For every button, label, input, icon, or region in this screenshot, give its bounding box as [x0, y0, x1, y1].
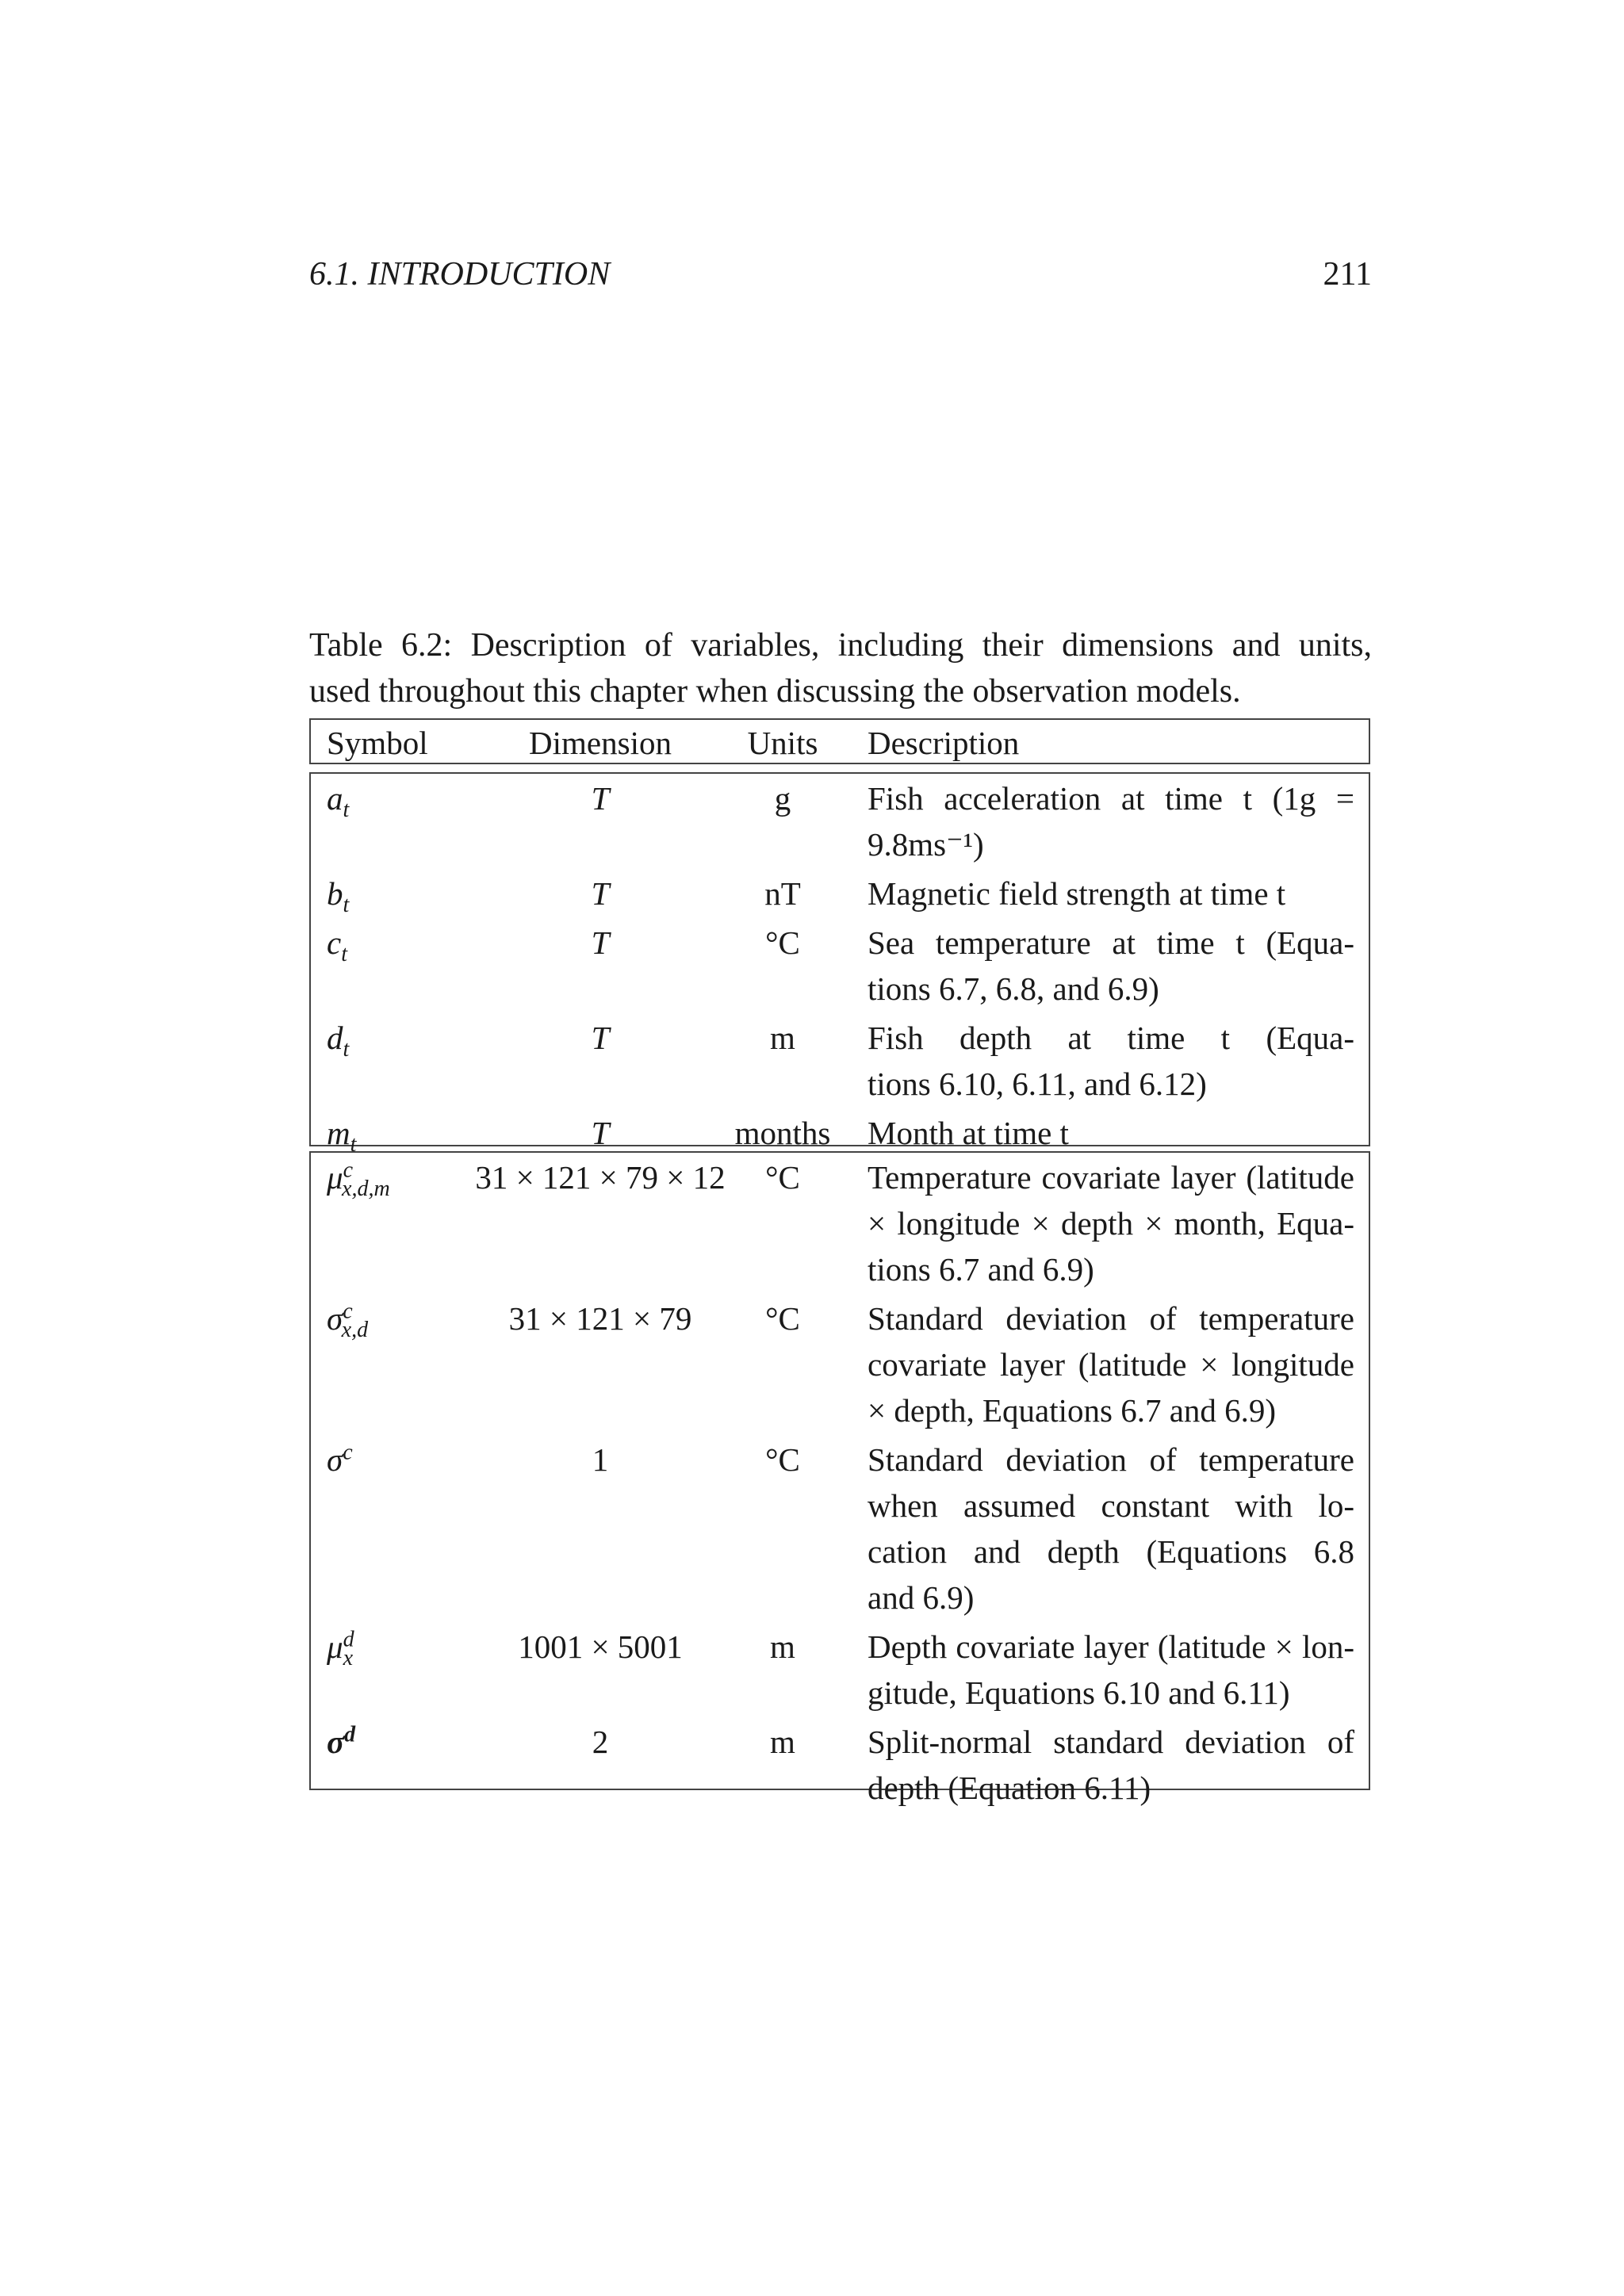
- dimension-cell: 31 × 121 × 79 × 12: [475, 1159, 726, 1196]
- symbol-superscript: d: [343, 1627, 354, 1652]
- units-cell: °C: [765, 1300, 800, 1337]
- units-cell: m: [770, 1628, 795, 1665]
- description-line: tions 6.7 and 6.9): [868, 1251, 1094, 1288]
- description-line: Magnetic field strength at time t: [868, 875, 1286, 912]
- description-line: Standard deviation of temperature: [868, 1441, 1354, 1478]
- description-line: × longitude × depth × month, Equa-: [868, 1205, 1354, 1242]
- description-line: Depth covariate layer (latitude × lon-: [868, 1628, 1354, 1665]
- description-line: Fish acceleration at time t (1g =: [868, 780, 1354, 817]
- symbol-subscript: t: [341, 942, 347, 967]
- description-cell: [868, 775, 1354, 867]
- symbol-base: c: [327, 924, 342, 961]
- description-line: Split-normal standard deviation of: [868, 1724, 1354, 1760]
- description-cell: [868, 871, 1354, 916]
- description-line: 9.8ms⁻¹): [868, 826, 984, 863]
- symbol-base: b: [327, 875, 343, 912]
- section-title: 6.1. INTRODUCTION: [309, 256, 611, 293]
- symbol-subscript: t: [350, 1132, 357, 1158]
- symbol-subscript: x: [343, 1646, 354, 1671]
- description-cell: [868, 1154, 1354, 1292]
- symbol-base: a: [327, 780, 343, 817]
- dimension-cell: T: [591, 924, 610, 961]
- description-line: Sea temperature at time t (Equa-: [868, 924, 1354, 961]
- symbol-superscript: c: [343, 1440, 353, 1465]
- table-caption: [309, 622, 1372, 716]
- units-cell: °C: [765, 1441, 800, 1478]
- dimension-cell: T: [591, 875, 610, 912]
- description-line: Standard deviation of temperature: [868, 1300, 1354, 1337]
- symbol-superscript: c: [343, 1158, 354, 1183]
- caption-line: Table 6.2: Description of variables, including their dimensions and units,: [309, 627, 1372, 664]
- table-block-covariates: [309, 1151, 1370, 1806]
- caption-line: used throughout this chapter when discussing the observation models.: [309, 673, 1241, 710]
- description-cell: [868, 1624, 1354, 1716]
- description-line: covariate layer (latitude × longitude: [868, 1346, 1354, 1383]
- symbol-base: d: [327, 1020, 343, 1056]
- units-cell: nT: [764, 875, 801, 912]
- symbol-base: σ: [327, 1724, 345, 1760]
- running-head: [309, 255, 1372, 303]
- units-cell: months: [734, 1115, 831, 1151]
- description-cell: [868, 1437, 1354, 1621]
- symbol-base: σ: [327, 1300, 343, 1337]
- dimension-cell: 1: [592, 1441, 609, 1478]
- description-line: Temperature covariate layer (latitude: [868, 1159, 1354, 1196]
- units-cell: m: [770, 1020, 795, 1056]
- header-units: Units: [747, 725, 818, 761]
- symbol-subscript: t: [343, 798, 350, 823]
- description-cell: [868, 1295, 1354, 1433]
- symbol-superscript: c: [343, 1299, 353, 1324]
- description-line: × depth, Equations 6.7 and 6.9): [868, 1392, 1277, 1429]
- symbol-subscript: t: [343, 1037, 350, 1062]
- dimension-cell: T: [591, 780, 610, 817]
- description-cell: [868, 1015, 1354, 1107]
- units-cell: g: [774, 780, 791, 817]
- table-header: [309, 718, 1370, 764]
- description-line: and 6.9): [868, 1579, 975, 1616]
- description-cell: [868, 1719, 1354, 1811]
- description-line: when assumed constant with lo-: [868, 1487, 1354, 1524]
- symbol-base: m: [327, 1115, 350, 1151]
- description-line: Fish depth at time t (Equa-: [868, 1020, 1354, 1056]
- symbol-base: σ: [327, 1441, 343, 1478]
- description-line: gitude, Equations 6.10 and 6.11): [868, 1674, 1290, 1711]
- description-cell: [868, 920, 1354, 1012]
- header-dimension: Dimension: [529, 725, 672, 761]
- description-line: tions 6.7, 6.8, and 6.9): [868, 970, 1159, 1007]
- table-block-observed: [309, 772, 1370, 1158]
- description-line: cation and depth (Equations 6.8: [868, 1533, 1354, 1570]
- header-symbol: Symbol: [327, 725, 428, 761]
- page-number: 211: [1323, 256, 1372, 293]
- description-cell: [868, 1110, 1354, 1156]
- units-cell: °C: [765, 1159, 800, 1196]
- symbol-subscript: x,d,m: [342, 1177, 390, 1202]
- symbol-base: μ: [327, 1159, 343, 1196]
- description-line: depth (Equation 6.11): [868, 1770, 1151, 1806]
- dimension-cell: 1001 × 5001: [518, 1628, 683, 1665]
- symbol-subscript: t: [343, 893, 350, 918]
- header-description: Description: [868, 725, 1020, 761]
- units-cell: m: [770, 1724, 795, 1760]
- symbol-base: μ: [327, 1628, 343, 1665]
- dimension-cell: T: [591, 1020, 610, 1056]
- symbol-subscript: x,d: [341, 1318, 369, 1343]
- dimension-cell: 2: [592, 1724, 609, 1760]
- symbol-superscript: d: [344, 1722, 356, 1747]
- description-line: Month at time t: [868, 1115, 1069, 1151]
- dimension-cell: 31 × 121 × 79: [508, 1300, 692, 1337]
- dimension-cell: T: [591, 1115, 610, 1151]
- units-cell: °C: [765, 924, 800, 961]
- description-line: tions 6.10, 6.11, and 6.12): [868, 1066, 1207, 1102]
